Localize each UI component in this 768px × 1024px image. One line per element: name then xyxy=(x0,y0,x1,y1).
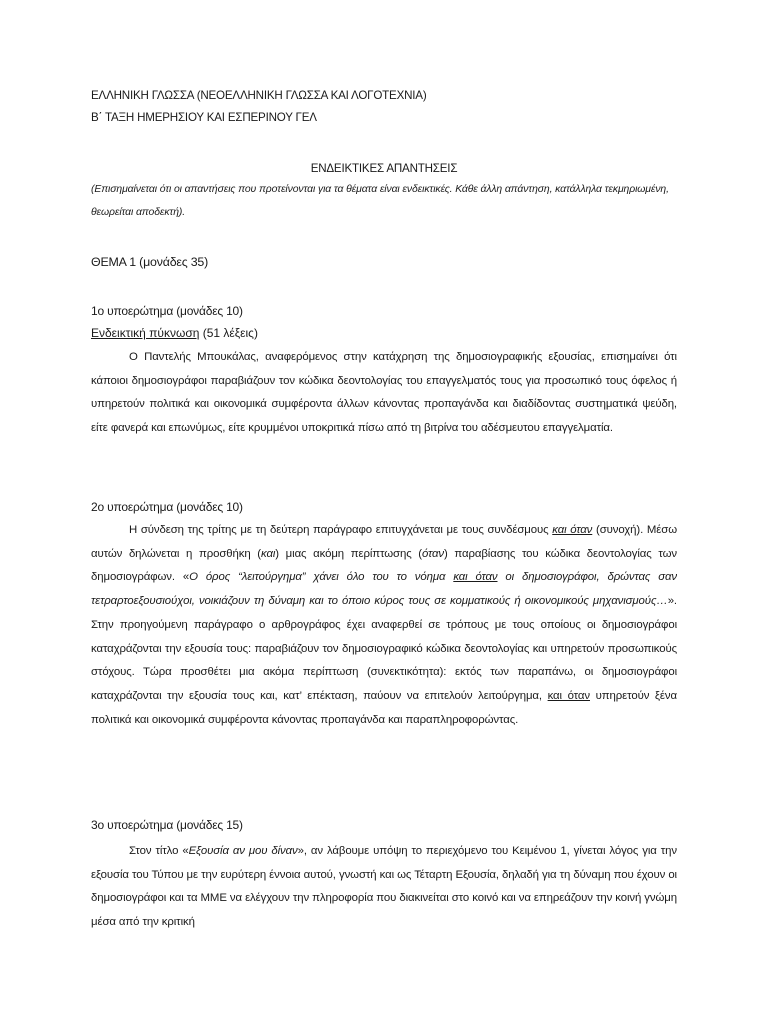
q3-paragraph xyxy=(91,840,677,935)
q2-text: ) παραβίασης του κώδικα δεοντολογίας των δημοσιογράφων. « xyxy=(91,547,677,584)
q1-label-underlined: Ενδεικτική πύκνωση xyxy=(91,326,200,340)
q1-text: Ο Παντελής Μπουκάλας, αναφερόμενος στην κατάχρηση της δημοσιογραφικής εξουσίας, επισημαίνει ότι κάποιοι δημοσιογράφοι παραβιάζουν τον κώδικα δεοντολογίας του επαγγελματός τους για προσωπικό τους όφελος ή υπηρετούν πολιτικά και οικονομικά συμφέροντα άλλων κάνοντας προπαγάνδα και διαδίδοντας συστηματικά ψεύδη, είτε φανερά και επωνύμως, είτε κρυμμένοι υποκριτικά πίσω από τη βιτρίνα του αδέσμευτου επαγγελματία. xyxy=(91,351,677,435)
q2-connective: και xyxy=(260,547,276,560)
q2-quote: Ο όρος “λειτούργημα” χάνει όλο του το νόημα xyxy=(189,571,454,584)
q2-text: (συνοχή). Μέσω αυτών δηλώνεται η προσθήκη ( xyxy=(91,524,677,560)
q2-text: ». Στην προηγούμενη παράγραφο ο αρθρογράφος έχει αναφερθεί σε τρόπους με τους οποίους οι δημοσιογράφοι καταχράζονται την εξουσία τους: παραβιάζουν τον δημοσιογραφικό κώδικα δεοντολογίας και υπηρετούν προσωπικούς στόχους. Τώρα προσθέτει μια ακόμα περίπτωση (συνεκτικότητα): εκτός των παραπάνω, οι δημοσιογράφοι καταχράζονται την εξουσία τους και, κατ’ επέκταση, παύουν να επιτελούν λειτούργημα, xyxy=(91,595,677,702)
q2-text: υπηρετούν ξένα πολιτικά και οικονομικά συμφέροντα κάνοντας προπαγάνδα και παραπληροφορώντας. xyxy=(91,689,677,726)
q2-paragraph xyxy=(91,519,677,732)
theme-heading: ΘΕΜΑ 1 (μονάδες 35) xyxy=(91,255,209,269)
q2-connective: και όταν xyxy=(453,571,498,584)
q3-title-quote: Εξουσία αν μου δίναν xyxy=(188,845,298,857)
page-title: ΕΝΔΕΙΚΤΙΚΕΣ ΑΠΑΝΤΗΣΕΙΣ xyxy=(310,162,458,175)
header-subject: ΕΛΛΗΝΙΚΗ ΓΛΩΣΣΑ (ΝΕΟΕΛΛΗΝΙΚΗ ΓΛΩΣΣΑ ΚΑΙ ΛΟΓΟΤΕΧΝΙΑ) xyxy=(91,89,427,102)
q2-quote: οι δημοσιογράφοι, δρώντας σαν τετραρτοεξουσιούχοι, νοικιάζουν τη δύναμη και το όποιο κύρος τους σε κομματικούς ή οικονομικούς μηχανισμούς… xyxy=(91,571,678,608)
q1-label-count: (51 λέξεις) xyxy=(199,326,258,340)
q2-connective: όταν xyxy=(422,547,444,560)
q2-heading: 2ο υποερώτημα (μονάδες 10) xyxy=(91,500,243,514)
q3-heading: 3ο υποερώτημα (μονάδες 15) xyxy=(91,818,243,832)
q2-text: ) μιας ακόμη περίπτωσης ( xyxy=(275,547,422,560)
q2-connective: και όταν xyxy=(552,524,593,536)
q1-heading: 1ο υποερώτημα (μονάδες 10) xyxy=(91,304,243,318)
q3-text: », αν λάβουμε υπόψη το περιεχόμενο του Κειμένου 1, γίνεται λόγος για την εξουσία του Τύπου με την ευρύτερη έννοια αυτού, γνωστή και ως Τέταρτη Εξουσία, δηλαδή για τη δύναμη που έχουν οι δημοσιογράφοι και τα ΜΜΕ να ελέγχουν την πληροφορία που διακινείται στο κοινό και να επηρεάζουν την κοινή γνώμη μέσα από την κριτική xyxy=(91,845,677,929)
q3-text: Στον τίτλο « xyxy=(129,845,189,857)
q1-paragraph xyxy=(91,346,677,441)
header-class: Β΄ ΤΑΞΗ ΗΜΕΡΗΣΙΟΥ ΚΑΙ ΕΣΠΕΡΙΝΟΥ ΓΕΛ xyxy=(91,111,317,124)
q2-text: Η σύνδεση της τρίτης με τη δεύτερη παράγραφο επιτυγχάνεται με τους συνδέσμους xyxy=(129,524,553,536)
intro-note: (Επισημαίνεται ότι οι απαντήσεις που προτείνονται για τα θέματα είναι ενδεικτικές. Κάθε άλλη απάντηση, κατάλληλα τεκμηριωμένη, θεωρείται αποδεκτή). xyxy=(91,184,669,218)
q2-connective: και όταν xyxy=(547,689,590,702)
q1-label xyxy=(91,326,677,340)
